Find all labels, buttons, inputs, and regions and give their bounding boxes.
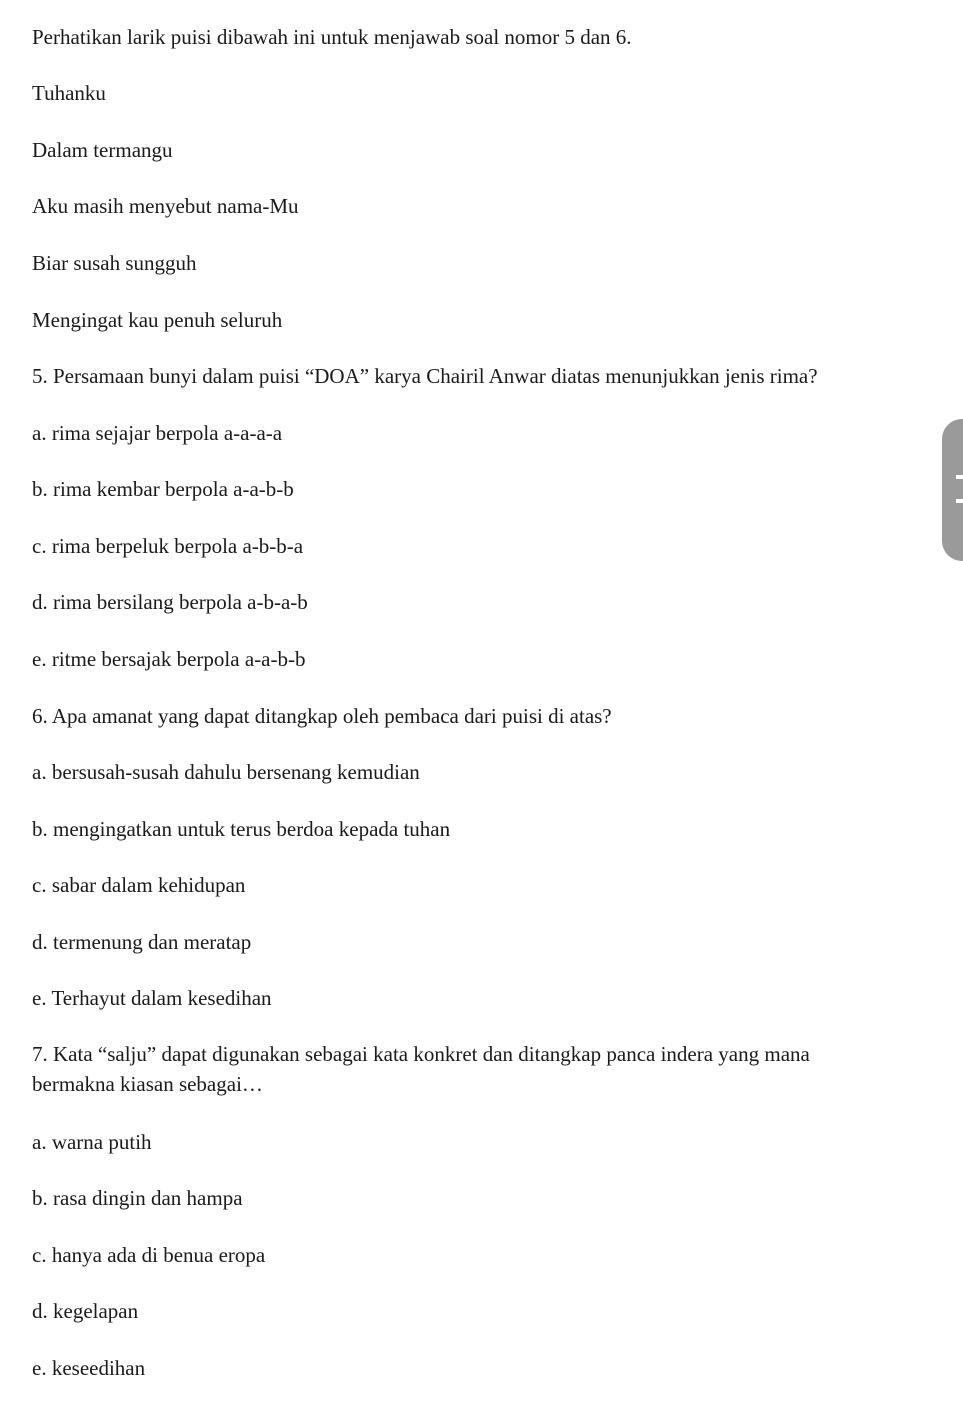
question-6-option-d: d. termenung dan meratap [32, 930, 252, 954]
scroll-handle[interactable] [942, 419, 963, 561]
question-7-option-a: a. warna putih [32, 1130, 152, 1154]
question-7-option-b: b. rasa dingin dan hampa [32, 1186, 243, 1210]
question-5-option-e: e. ritme bersajak berpola a-a-b-b [32, 647, 306, 671]
question-5-text: 5. Persamaan bunyi dalam puisi “DOA” karya Chairil Anwar diatas menunjukkan jenis rima? [32, 364, 818, 388]
question-6-option-b: b. mengingatkan untuk terus berdoa kepada tuhan [32, 817, 451, 841]
question-6-text: 6. Apa amanat yang dapat ditangkap oleh pembaca dari puisi di atas? [32, 704, 612, 728]
poem-line: Tuhanku [32, 81, 106, 105]
poem-line: Mengingat kau penuh seluruh [32, 308, 283, 332]
grip-line-icon [956, 475, 963, 479]
question-7-option-c: c. hanya ada di benua eropa [32, 1243, 266, 1267]
poem-line: Dalam termangu [32, 138, 173, 162]
question-5-option-d: d. rima bersilang berpola a-b-a-b [32, 590, 308, 614]
question-6-option-a: a. bersusah-susah dahulu bersenang kemudian [32, 760, 420, 784]
question-6-option-e: e. Terhayut dalam kesedihan [32, 986, 272, 1010]
question-7-option-e: e. keseedihan [32, 1356, 146, 1380]
instruction-text: Perhatikan larik puisi dibawah ini untuk menjawab soal nomor 5 dan 6. [32, 25, 632, 49]
poem-line: Biar susah sungguh [32, 251, 197, 275]
question-7-option-d: d. kegelapan [32, 1299, 139, 1323]
question-5-option-c: c. rima berpeluk berpola a-b-b-a [32, 534, 304, 558]
question-6-option-c: c. sabar dalam kehidupan [32, 873, 246, 897]
question-5-option-b: b. rima kembar berpola a-a-b-b [32, 477, 294, 501]
question-5-option-a: a. rima sejajar berpola a-a-a-a [32, 421, 283, 445]
poem-line: Aku masih menyebut nama-Mu [32, 194, 299, 218]
grip-line-icon [956, 499, 963, 503]
question-7-text: 7. Kata “salju” dapat digunakan sebagai kata konkret dan ditangkap panca indera yang mana bermakna kiasan sebagai… [32, 1042, 810, 1096]
